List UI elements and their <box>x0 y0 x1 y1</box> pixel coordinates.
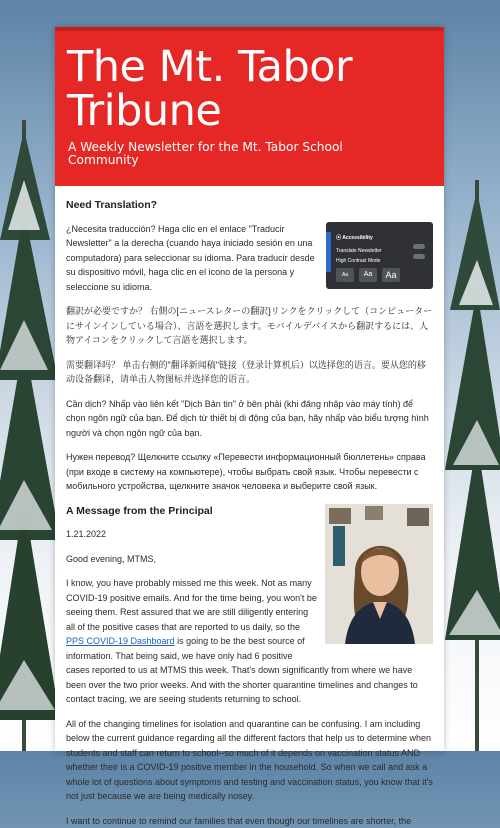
paragraph-1-text-start: I know, you have probably missed me this week. Not as many COVID-19 positive emails. And for the time being, you won't be seeing them. Rest assured that we are still diligently entering all of the positive cases that are reported to us daily, so the <box>66 578 317 632</box>
translation-vietnamese: Cần dịch? Nhấp vào liên kết "Dịch Bản tin" ở bên phải (khi đăng nhập vào máy tính) để chọn ngôn ngữ của bạn. Để dịch từ thiết bị di động của bạn, hãy nhấp vào biểu tượng hình người và chọn ngôn ngữ của bạn. <box>66 397 433 441</box>
accessibility-option-contrast: High Contrast Mode <box>336 254 380 269</box>
translation-spanish: ¿Necesita traducción? Haga clic en el enlace "Traducir Newsletter" a la derecha (cuando haya iniciado sesión en una computadora) para seleccionar su idioma. Para traducir desde su dispositivo móvil, haga clic en el icono de la persona y seleccione su idioma. <box>66 222 433 295</box>
newsletter-header <box>55 27 444 186</box>
principal-photo <box>325 504 433 649</box>
principal-paragraph-3: I want to continue to remind our families that even though our timelines are shorter, the <box>66 814 433 828</box>
newsletter-page <box>55 27 444 751</box>
snowy-tree-left-image <box>0 120 60 751</box>
translation-chinese: 需要翻译吗？ 单击右侧的"翻译新闻稿"链接（登录计算机后）以选择您的语言。要从您的移动设备翻译，请单击人物图标并选择您的语言。 <box>66 358 433 387</box>
principal-heading: A Message from the Principal <box>66 504 433 519</box>
newsletter-title: The Mt. Tabor Tribune <box>67 45 444 133</box>
principal-paragraph-2: All of the changing timelines for isolation and quarantine can be confusing. I am including below the current guidance regarding all the different factors that help us to determine when students and staff can return to school--so much of it depends on vaccination status AND whether their is a COVID-19 positive member in the household. So when we call and ask a whole lot of questions about symptoms and testing and vaccination status, you know that it's not just because we are being medically nosey. <box>66 717 433 804</box>
principal-section <box>66 504 433 828</box>
accessibility-option-translate: Translate Newsletter <box>336 244 382 259</box>
newsletter-subtitle: A Weekly Newsletter for the Mt. Tabor School Community <box>68 141 398 167</box>
accessibility-image-title: Accessibility <box>342 235 373 241</box>
pps-covid-dashboard-link[interactable]: PPS COVID-19 Dashboard <box>66 636 175 646</box>
principal-greeting: Good evening, MTMS, <box>66 552 433 567</box>
translation-japanese: 翻訳が必要ですか？ 右側の[ニュースレターの翻訳]リンクをクリックして（コンピューターにサインインしている場合）、言語を選択します。モバイルデバイスから翻訳するには、人物アイコンをクリックして言語を選択します。 <box>66 304 433 348</box>
text-size-small: Aa <box>336 268 354 282</box>
translation-section <box>66 198 433 494</box>
accessibility-menu-image <box>326 222 433 289</box>
text-size-large: Aa <box>382 268 400 282</box>
translation-russian: Нужен перевод? Щелкните ссылку «Перевести информационный бюллетень» справа (при входе в систему на компьютере), чтобы выбрать свой язык. Чтобы перевести с мобильного устройства, щелкните значок человека и выберите свой язык. <box>66 450 433 494</box>
paragraph-1-text-end: is going to be the best source of information. That being said, we have only had 6 positive cases reported to us at MTMS this week. That's down significantly from where we have been over the two prior weeks. And with the shorter quarantine timelines and changes to contact tracing, we are seeing students returning to school. <box>66 636 418 704</box>
snowy-tree-right-image <box>445 180 500 751</box>
accessibility-icon: ⦿ <box>336 235 342 241</box>
translation-heading: Need Translation? <box>66 198 433 213</box>
text-size-medium: Aa <box>359 268 377 282</box>
newsletter-content <box>55 186 444 828</box>
principal-date: 1.21.2022 <box>66 527 433 542</box>
